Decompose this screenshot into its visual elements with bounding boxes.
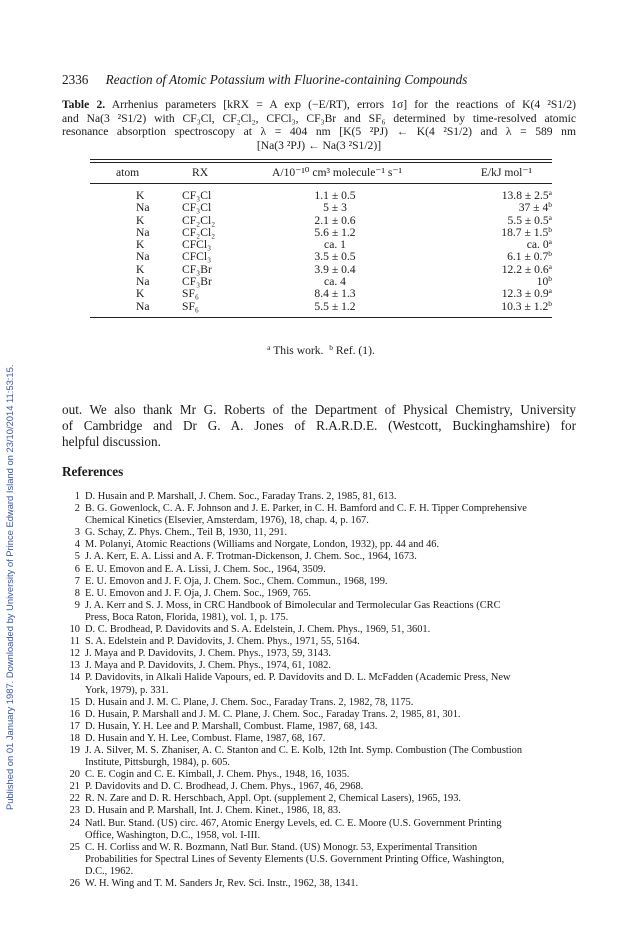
table-body	[90, 184, 552, 317]
reference-text: B. G. Gowenlock, C. A. F. Johnson and J. E. Parker, in C. H. Bamford and C. F. H. Tipper Comprehensive Chemical Kinetics (Elsevier, Amsterdam, 1976), 18, chap. 4, p. 167.	[85, 503, 527, 527]
reference-number: 23	[69, 805, 80, 817]
acknowledgement-paragraph	[62, 402, 576, 451]
cell-atom-value: Na	[136, 275, 150, 289]
cell-rx-value: SF₆	[182, 287, 199, 301]
reference-text: D. Husain and Y. H. Lee, Combust. Flame, 1987, 68, 167.	[85, 732, 326, 744]
reference-number: 11	[69, 636, 80, 648]
cell-atom-value: K	[136, 189, 145, 202]
footnote-a-text: This work.	[273, 344, 324, 357]
reference-item	[62, 805, 590, 817]
footnote-a-mark: a	[267, 343, 271, 352]
reference-item	[62, 793, 590, 805]
cell-e-value: 12.2 ± 0.6	[501, 262, 549, 276]
cell-a-value: 3.9 ± 0.4	[314, 262, 356, 276]
reference-item	[62, 539, 590, 551]
reference-number: 14	[69, 672, 80, 684]
reference-number: 5	[74, 551, 80, 563]
reference-text: J. A. Silver, M. S. Zhaniser, A. C. Stanton and C. E. Kolb, 12th Int. Symp. Combustion (The Combustion Institute, Pittsburgh, 1984), p. 605.	[85, 744, 523, 769]
reference-text: P. Davidovits, in Alkali Halide Vapours, ed. P. Davidovits and D. L. McFadden (Academic Press, New York, 1979), p. 331.	[85, 672, 511, 696]
cell-e-note: a	[548, 261, 552, 271]
reference-item	[62, 624, 590, 636]
reference-text: J. A. Kerr, E. A. Lissi and A. F. Trotman-Dickenson, J. Chem. Soc., 1964, 1673.	[85, 551, 417, 563]
reference-item	[62, 527, 590, 539]
cell-e-value: ca. 0	[526, 238, 549, 252]
cell-e	[404, 261, 552, 276]
cell-a-value: 5.6 ± 1.2	[314, 225, 356, 239]
caption-line-1	[62, 98, 576, 112]
reference-number: 8	[74, 587, 80, 599]
page-number: 2336	[62, 72, 89, 87]
cell-e-value: 6.1 ± 0.7	[507, 250, 549, 264]
arrhenius-table	[90, 159, 552, 318]
reference-text: J. A. Kerr and S. J. Moss, in CRC Handbook of Bimolecular and Termolecular Gas Reactions (CRC Press, Boca Raton, Florida, 1981), vol. 1, p. 175.	[85, 599, 501, 623]
cell-rx-value: CF₃Br	[182, 262, 212, 276]
reference-number: 12	[69, 648, 80, 660]
download-margin-note	[3, 110, 17, 810]
reference-text: C. H. Corliss and W. R. Bozmann, Natl Bur. Stand. (US) Monogr. 53, Experimental Transition Probabilities for Spectral Lines of Seventy Elements (U.S. Government Printing Office, Washington, D.C., 1962.	[85, 841, 505, 877]
reference-item	[62, 564, 590, 576]
body-line: of Cambridge and Dr G. A. Jones of R.A.R.D.E. (Westcott, Buckinghamshire) for	[62, 418, 576, 434]
header-atom: atom	[116, 166, 140, 179]
table-row	[90, 298, 552, 313]
cell-e-note: b	[548, 249, 552, 259]
reference-number: 2	[74, 503, 80, 515]
references-list	[62, 491, 590, 890]
reference-item	[62, 781, 590, 793]
header-a: A/10⁻¹⁰ cm³ molecule⁻¹ s⁻¹	[272, 166, 402, 179]
cell-atom-value: K	[136, 287, 145, 301]
reference-text: D. C. Brodhead, P. Davidovits and S. A. Edelstein, J. Chem. Phys., 1969, 51, 3601.	[85, 624, 431, 636]
cell-a-value: 5 ± 3	[323, 201, 347, 215]
table-row	[90, 190, 552, 202]
cell-e-value: 10.3 ± 1.2	[501, 299, 549, 313]
reference-number: 10	[69, 624, 80, 636]
caption-line-2: and Na(3 ²S1/2) with CF₃Cl, CF₂Cl₂, CFCl₃, CF₃Br and SF₆ determined by time-resolved atomic	[62, 111, 576, 125]
cell-rx-value: SF₆	[182, 299, 199, 313]
cell-e-note: a	[548, 212, 552, 222]
cell-rx-value: CF₂Cl₂	[182, 213, 216, 227]
cell-e-value: 18.7 ± 1.5	[501, 225, 549, 239]
cell-atom-value: K	[136, 238, 145, 252]
reference-number: 9	[74, 599, 80, 611]
reference-text: J. Maya and P. Davidovits, J. Chem. Phys., 1974, 61, 1082.	[85, 660, 331, 672]
cell-e-value: 12.3 ± 0.9	[501, 287, 549, 301]
reference-item	[62, 733, 590, 745]
cell-e-value: 13.8 ± 2.5	[501, 189, 549, 202]
table-label: Table 2.	[62, 98, 106, 111]
footnote-b-text: Ref. (1).	[335, 344, 375, 357]
reference-text: S. A. Edelstein and P. Davidovits, J. Chem. Phys., 1971, 55, 5164.	[85, 636, 360, 648]
reference-item	[62, 491, 590, 503]
cell-atom-value: Na	[136, 299, 150, 313]
reference-item	[62, 709, 590, 721]
footnote-b-mark: b	[329, 343, 333, 352]
reference-item	[62, 842, 590, 878]
reference-text: D. Husain, Y. H. Lee and P. Marshall, Combust. Flame, 1987, 68, 143.	[85, 720, 378, 732]
cell-e-note: b	[548, 298, 552, 308]
reference-item	[62, 648, 590, 660]
table-row	[90, 261, 552, 276]
reference-text: E. U. Emovon and E. A. Lissi, J. Chem. Soc., 1964, 3509.	[85, 563, 326, 575]
reference-item	[62, 818, 590, 842]
reference-number: 25	[69, 841, 80, 853]
cell-e-note: b	[548, 200, 552, 210]
cell-e-value: 10	[536, 275, 549, 289]
reference-item	[62, 600, 590, 624]
reference-text: P. Davidovits and D. C. Brodhead, J. Chem. Phys., 1967, 46, 2968.	[85, 781, 364, 793]
cell-a	[266, 301, 404, 313]
reference-text: D. Husain and J. M. C. Plane, J. Chem. Soc., Faraday Trans. 2, 1982, 78, 1175.	[85, 696, 414, 708]
reference-item	[62, 588, 590, 600]
caption-line-3: resonance absorption spectroscopy at λ = 404 nm [K(5 ²PJ) ← K(4 ²S1/2) and λ = 589 nm	[62, 125, 576, 138]
cell-atom	[90, 301, 182, 313]
reference-number: 6	[74, 563, 80, 575]
cell-atom-value: K	[136, 213, 145, 227]
cell-rx-value: CF₃Br	[182, 275, 212, 289]
reference-text: D. Husain, P. Marshall and J. M. C. Plane, J. Chem. Soc., Faraday Trans. 2, 1985, 81, 301.	[85, 708, 461, 720]
reference-number: 22	[69, 793, 80, 805]
table-caption	[62, 98, 576, 152]
cell-e	[404, 298, 552, 313]
cell-a-value: 8.4 ± 1.3	[314, 287, 356, 301]
cell-e-note: b	[548, 274, 552, 284]
reference-number: 1	[74, 491, 80, 502]
reference-number: 4	[74, 539, 80, 551]
reference-number: 13	[69, 660, 80, 672]
cell-rx-value: CFCl₃	[182, 250, 212, 264]
cell-e-value: 5.5 ± 0.5	[507, 213, 549, 227]
reference-number: 16	[69, 708, 80, 720]
table-row	[90, 224, 552, 239]
reference-item	[62, 636, 590, 648]
cell-e-value: 37 ± 4	[518, 201, 549, 215]
reference-text: E. U. Emovon and J. F. Oja, J. Chem. Soc., 1969, 765.	[85, 587, 312, 599]
reference-number: 7	[74, 575, 80, 587]
reference-item	[62, 745, 590, 769]
cell-a-value: ca. 1	[324, 238, 346, 252]
table-header-row	[90, 163, 552, 183]
reference-text: J. Maya and P. Davidovits, J. Chem. Phys., 1973, 59, 3143.	[85, 648, 331, 660]
reference-item	[62, 503, 590, 527]
cell-rx-value: CF₃Cl	[182, 189, 212, 202]
reference-number: 21	[69, 781, 80, 793]
reference-number: 24	[69, 817, 80, 829]
cell-e-note: a	[548, 237, 552, 247]
cell-a-value: 3.5 ± 0.5	[314, 250, 356, 264]
table-bottom-rule	[90, 317, 552, 318]
reference-number: 19	[69, 744, 80, 756]
cell-e-note: b	[548, 224, 552, 234]
reference-item	[62, 697, 590, 709]
cell-a-value: 2.1 ± 0.6	[314, 213, 356, 227]
cell-e-note: a	[548, 286, 552, 296]
table-footnote	[90, 344, 552, 357]
cell-a-value: 5.5 ± 1.2	[314, 299, 356, 313]
reference-text: G. Schay, Z. Phys. Chem., Teil B, 1930, 11, 291.	[85, 527, 288, 539]
cell-atom-value: Na	[136, 201, 150, 215]
cell-atom-value: Na	[136, 225, 150, 239]
reference-number: 18	[69, 732, 80, 744]
cell-rx-value: CF₃Cl	[182, 201, 212, 215]
running-title: Reaction of Atomic Potassium with Fluorine-containing Compounds	[105, 72, 468, 87]
reference-item	[62, 551, 590, 563]
download-margin-text: Published on 01 January 1987. Downloaded by University of Prince Edward Island on 23/10/2014 11:53:15.	[4, 364, 15, 810]
cell-rx	[182, 301, 266, 313]
cell-atom-value: Na	[136, 250, 150, 264]
cell-rx-value: CF₂Cl₂	[182, 225, 216, 239]
reference-number: 17	[69, 720, 80, 732]
header-e: E/kJ mol⁻¹	[480, 166, 532, 179]
reference-number: 20	[69, 769, 80, 781]
reference-text: E. U. Emovon and J. F. Oja, J. Chem. Soc., Chem. Commun., 1968, 199.	[85, 575, 388, 587]
reference-item	[62, 672, 590, 696]
reference-item	[62, 769, 590, 781]
reference-item	[62, 878, 590, 890]
reference-item	[62, 721, 590, 733]
caption-text-1: Arrhenius parameters [kRX = A exp (−E/RT), errors 1σ] for the reactions of K(4 ²S1/2)	[111, 98, 576, 111]
reference-item	[62, 576, 590, 588]
header-rx: RX	[192, 166, 209, 179]
references-heading: References	[62, 464, 124, 479]
cell-a-value: 1.1 ± 0.5	[314, 189, 356, 202]
reference-text: D. Husain and P. Marshall, Int. J. Chem. Kinet., 1986, 18, 83.	[85, 805, 341, 817]
reference-item	[62, 660, 590, 672]
body-line: helpful discussion.	[62, 434, 161, 450]
reference-text: M. Polanyi, Atomic Reactions (Williams and Norgate, London, 1932), pp. 44 and 46.	[85, 539, 440, 551]
cell-rx-value: CFCl₃	[182, 238, 212, 252]
body-line: out. We also thank Mr G. Roberts of the Department of Physical Chemistry, University	[62, 402, 576, 417]
reference-number: 26	[69, 878, 80, 889]
reference-number: 15	[69, 696, 80, 708]
reference-text: W. H. Wing and T. M. Sanders Jr, Rev. Sci. Instr., 1962, 38, 1341.	[85, 878, 359, 889]
caption-line-4: [Na(3 ²PJ) ← Na(3 ²S1/2)]	[256, 138, 382, 152]
reference-text: R. N. Zare and D. R. Herschbach, Appl. Opt. (supplement 2, Chemical Lasers), 1965, 193.	[85, 793, 462, 805]
cell-a-value: ca. 4	[324, 275, 346, 289]
cell-e-note: a	[548, 188, 552, 197]
reference-text: C. E. Cogin and C. E. Kimball, J. Chem. Phys., 1948, 16, 1035.	[85, 769, 350, 781]
reference-text: D. Husain and P. Marshall, J. Chem. Soc., Faraday Trans. 2, 1985, 81, 613.	[85, 491, 397, 502]
running-header	[62, 72, 467, 88]
reference-number: 3	[74, 527, 80, 539]
cell-atom-value: K	[136, 262, 145, 276]
reference-text: Natl. Bur. Stand. (US) circ. 467, Atomic Energy Levels, ed. C. E. Moore (U.S. Government Printing Office, Washington, D.C., 1958, vol. I-III.	[85, 817, 502, 841]
